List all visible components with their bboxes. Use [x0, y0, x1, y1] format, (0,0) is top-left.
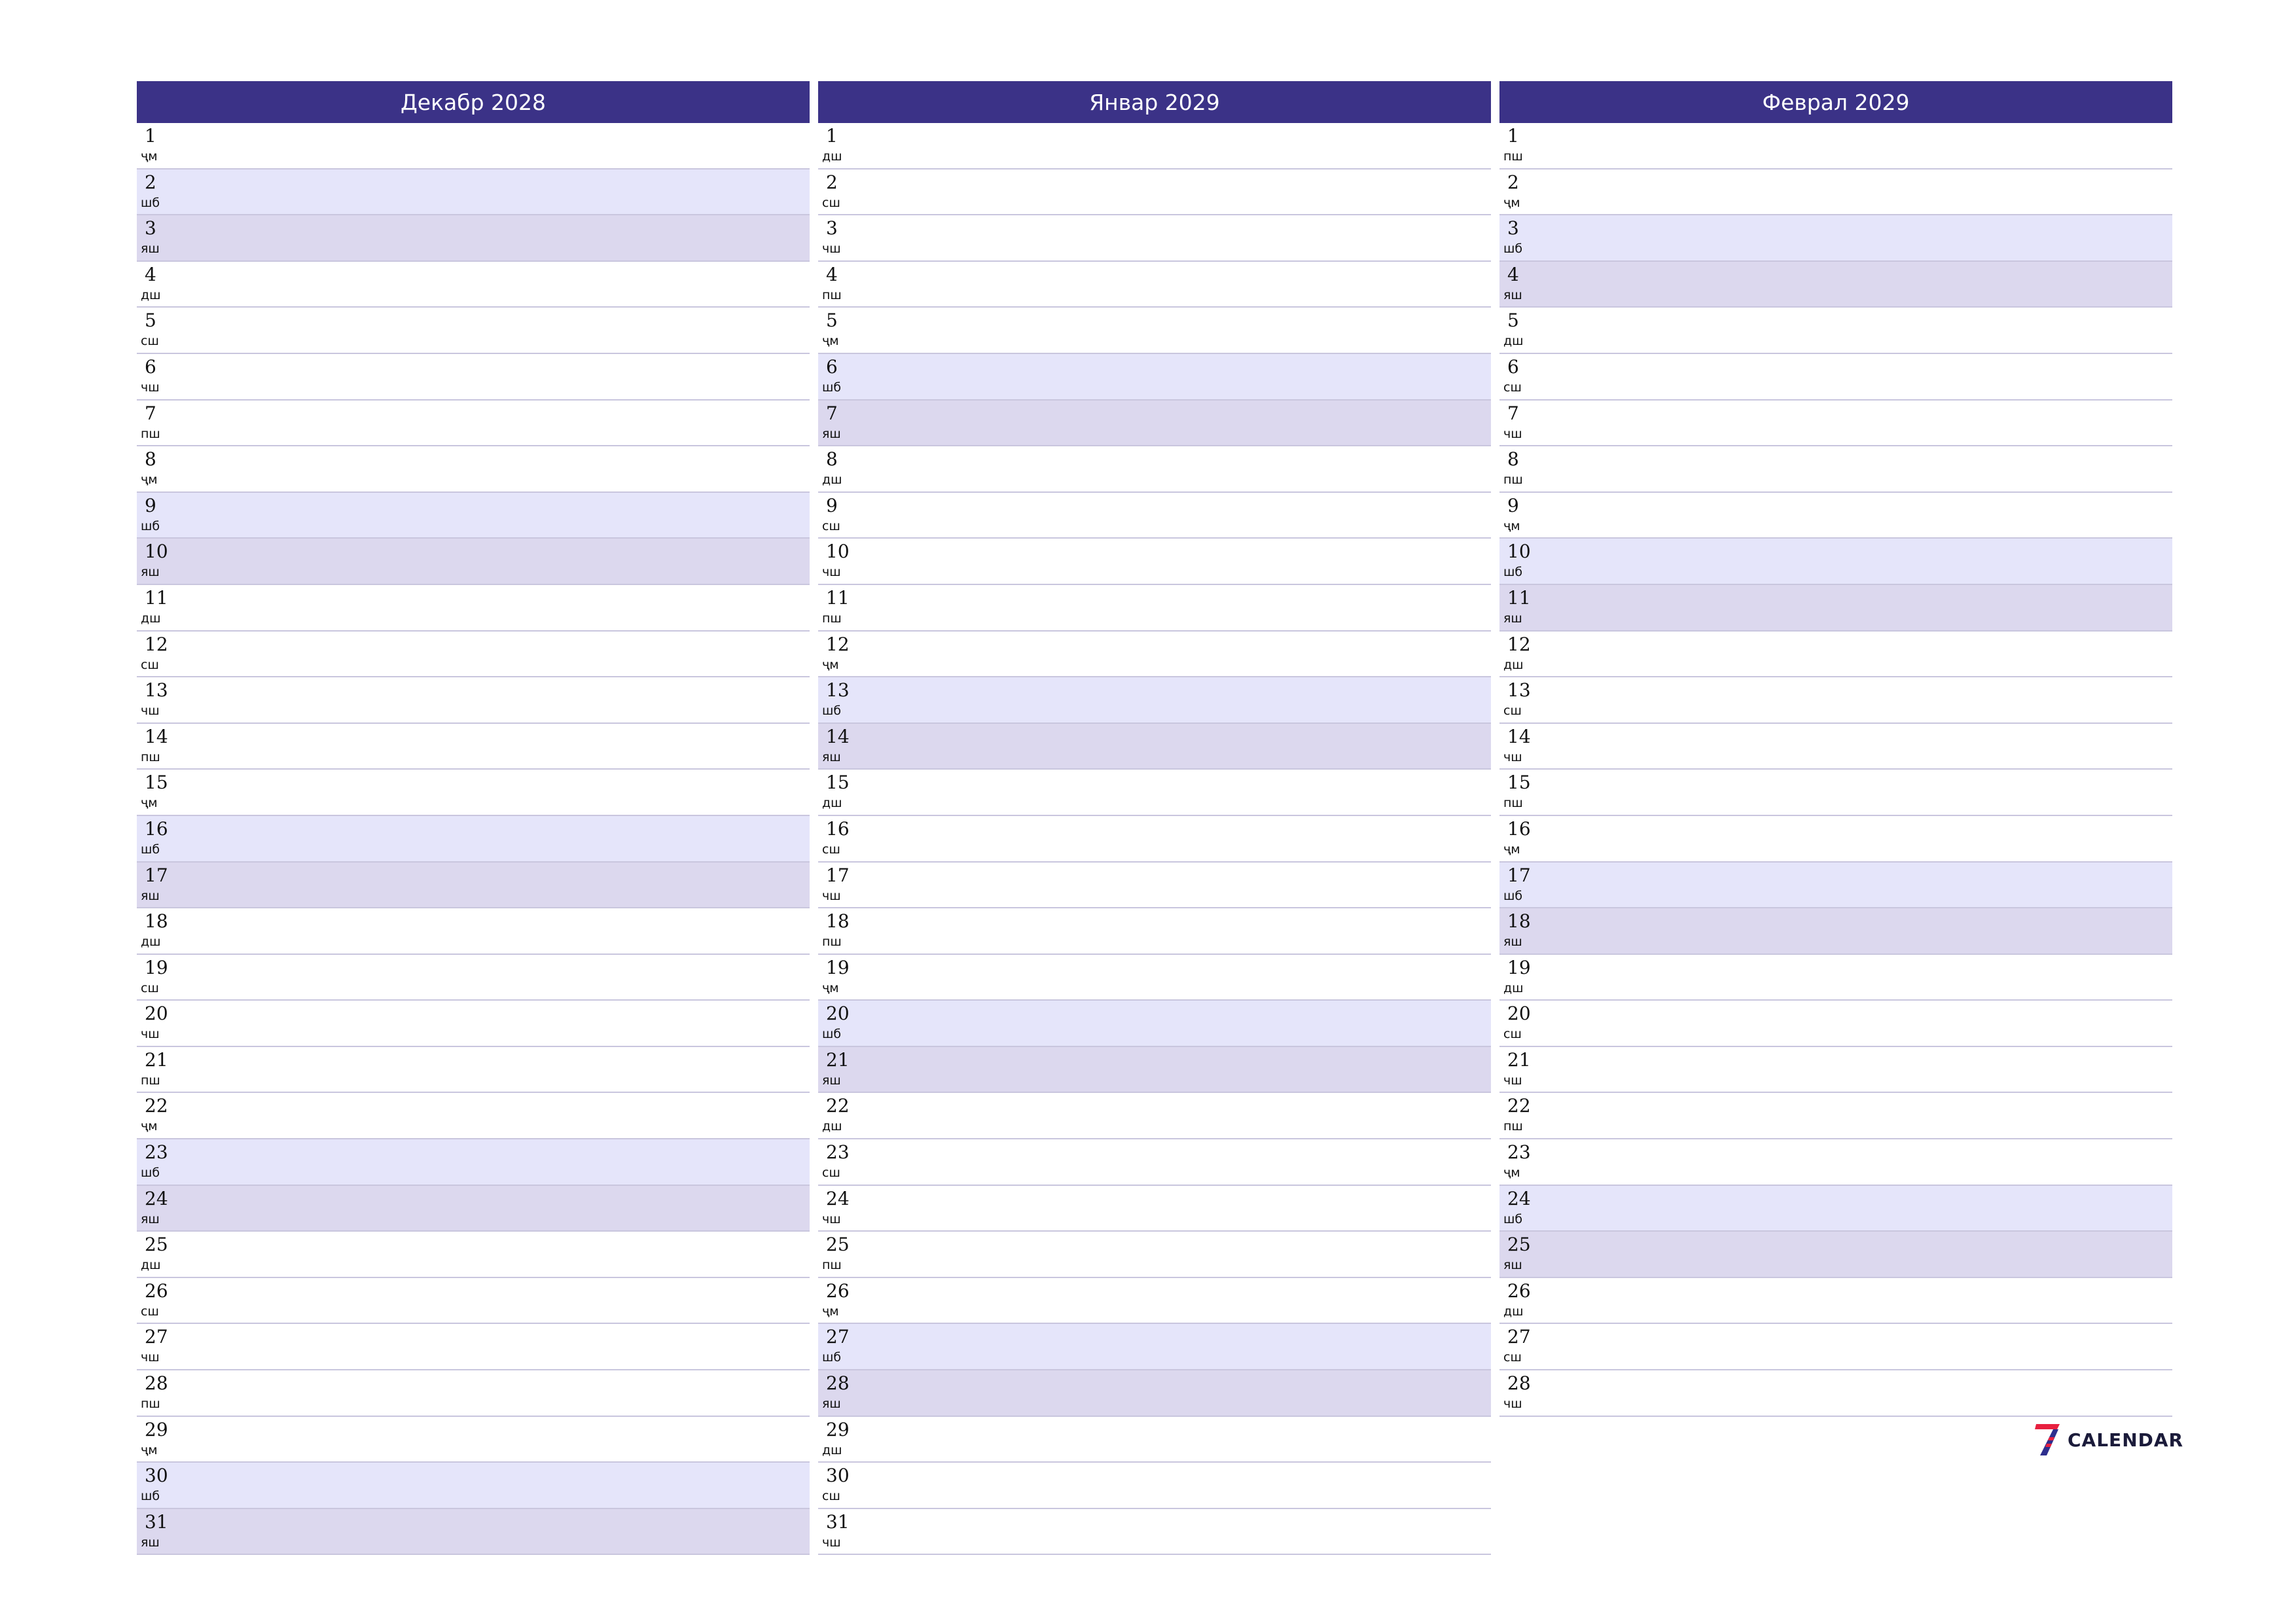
day-number: 23 — [1507, 1141, 1531, 1164]
weekday-abbr: шб — [141, 518, 160, 533]
day-row — [1499, 677, 2172, 724]
day-row — [818, 1324, 1491, 1370]
day-row — [137, 955, 810, 1001]
day-number: 19 — [145, 956, 168, 978]
day-row — [818, 816, 1491, 863]
day-number: 22 — [826, 1095, 850, 1117]
day-row — [137, 493, 810, 539]
weekday-abbr: ҷм — [141, 473, 158, 488]
day-row — [818, 169, 1491, 216]
day-number: 27 — [1507, 1326, 1531, 1348]
weekday-abbr: шб — [141, 195, 160, 210]
day-number: 1 — [145, 125, 156, 147]
weekday-abbr: дш — [822, 1119, 842, 1134]
day-number: 4 — [145, 263, 156, 285]
day-row — [818, 123, 1491, 169]
weekday-abbr: пш — [141, 749, 160, 764]
day-number: 7 — [826, 402, 838, 424]
day-number: 19 — [826, 956, 850, 978]
weekday-abbr: ҷм — [1503, 518, 1520, 533]
weekday-abbr: сш — [822, 518, 840, 533]
day-row — [1499, 308, 2172, 354]
weekday-abbr: чш — [1503, 749, 1522, 764]
day-number: 7 — [145, 402, 156, 424]
day-number: 2 — [145, 171, 156, 193]
day-row — [818, 1370, 1491, 1417]
day-row — [818, 770, 1491, 816]
day-row — [137, 724, 810, 770]
day-number: 6 — [145, 355, 156, 378]
day-row — [137, 1324, 810, 1370]
day-row — [137, 1417, 810, 1463]
day-row — [137, 308, 810, 354]
day-number: 2 — [826, 171, 838, 193]
day-row — [818, 401, 1491, 447]
day-number: 20 — [145, 1003, 168, 1025]
day-number: 22 — [145, 1095, 168, 1117]
day-row — [1499, 770, 2172, 816]
day-number: 13 — [145, 679, 168, 702]
day-number: 3 — [1507, 217, 1519, 240]
day-row — [818, 215, 1491, 262]
day-row — [818, 1047, 1491, 1094]
day-number: 9 — [826, 494, 838, 516]
day-number: 8 — [1507, 448, 1519, 471]
day-number: 12 — [826, 633, 850, 655]
day-number: 31 — [145, 1510, 168, 1533]
day-row — [818, 539, 1491, 585]
weekday-abbr: пш — [1503, 149, 1523, 164]
weekday-abbr: дш — [822, 1442, 842, 1457]
day-row — [818, 1001, 1491, 1047]
weekday-abbr: яш — [141, 888, 160, 903]
day-number: 23 — [145, 1141, 168, 1164]
day-number: 17 — [1507, 864, 1531, 886]
day-number: 10 — [1507, 541, 1531, 563]
day-number: 11 — [826, 586, 850, 609]
day-number: 28 — [826, 1372, 850, 1395]
day-number: 26 — [826, 1279, 850, 1302]
day-number: 5 — [1507, 310, 1519, 332]
day-row — [137, 1186, 810, 1232]
day-row — [1499, 632, 2172, 678]
weekday-abbr: чш — [1503, 426, 1522, 441]
weekday-abbr: пш — [1503, 1119, 1523, 1134]
weekday-abbr: яш — [141, 1535, 160, 1550]
weekday-abbr: ҷм — [822, 657, 839, 672]
day-list — [137, 123, 810, 1555]
day-row — [137, 169, 810, 216]
day-row — [137, 1139, 810, 1186]
day-row — [137, 863, 810, 909]
weekday-abbr: пш — [822, 287, 842, 302]
day-number: 21 — [145, 1048, 168, 1071]
weekday-abbr: сш — [1503, 704, 1522, 719]
weekday-abbr: пш — [141, 1073, 160, 1088]
weekday-abbr: яш — [822, 749, 841, 764]
day-number: 15 — [145, 772, 168, 794]
day-number: 8 — [145, 448, 156, 471]
calendar-logo — [2032, 1421, 2183, 1458]
day-row — [137, 123, 810, 169]
day-number: 14 — [1507, 725, 1531, 747]
day-number: 16 — [145, 817, 168, 840]
day-row — [818, 1139, 1491, 1186]
weekday-abbr: ҷм — [1503, 1166, 1520, 1181]
weekday-abbr: ҷм — [141, 796, 158, 811]
weekday-abbr: дш — [822, 473, 842, 488]
day-number: 23 — [826, 1141, 850, 1164]
day-number: 15 — [826, 772, 850, 794]
day-number: 16 — [1507, 817, 1531, 840]
day-row — [1499, 863, 2172, 909]
day-number: 18 — [145, 910, 168, 933]
weekday-abbr: шб — [822, 1350, 842, 1365]
day-row — [137, 632, 810, 678]
day-number: 21 — [1507, 1048, 1531, 1071]
day-row — [818, 308, 1491, 354]
day-number: 25 — [145, 1234, 168, 1256]
day-number: 27 — [145, 1326, 168, 1348]
day-row — [818, 955, 1491, 1001]
weekday-abbr: яш — [822, 426, 841, 441]
weekday-abbr: пш — [822, 1258, 842, 1273]
day-row — [1499, 1093, 2172, 1139]
day-row — [137, 770, 810, 816]
day-row — [1499, 1186, 2172, 1232]
weekday-abbr: ҷм — [141, 1119, 158, 1134]
day-row — [137, 1047, 810, 1094]
weekday-abbr: чш — [141, 380, 160, 395]
weekday-abbr: пш — [822, 935, 842, 950]
weekday-abbr: яш — [1503, 611, 1522, 626]
day-number: 29 — [826, 1418, 850, 1440]
weekday-abbr: чш — [1503, 1397, 1522, 1412]
weekday-abbr: шб — [1503, 565, 1523, 580]
day-number: 1 — [1507, 125, 1519, 147]
day-list — [1499, 123, 2172, 1417]
day-row — [818, 1093, 1491, 1139]
day-row — [818, 1509, 1491, 1556]
day-number: 11 — [145, 586, 168, 609]
weekday-abbr: пш — [141, 426, 160, 441]
day-number: 18 — [1507, 910, 1531, 933]
day-number: 20 — [826, 1003, 850, 1025]
day-number: 9 — [1507, 494, 1519, 516]
day-row — [1499, 401, 2172, 447]
weekday-abbr: сш — [141, 1304, 159, 1319]
weekday-abbr: дш — [1503, 980, 1524, 995]
day-row — [818, 677, 1491, 724]
weekday-abbr: чш — [141, 704, 160, 719]
day-number: 12 — [1507, 633, 1531, 655]
weekday-abbr: ҷм — [822, 334, 839, 349]
day-number: 4 — [1507, 263, 1519, 285]
day-row — [137, 354, 810, 401]
day-number: 4 — [826, 263, 838, 285]
weekday-abbr: дш — [822, 149, 842, 164]
day-number: 28 — [1507, 1372, 1531, 1395]
day-row — [1499, 908, 2172, 955]
day-number: 6 — [826, 355, 838, 378]
weekday-abbr: шб — [822, 1027, 842, 1042]
weekday-abbr: сш — [1503, 380, 1522, 395]
weekday-abbr: сш — [1503, 1350, 1522, 1365]
weekday-abbr: сш — [822, 842, 840, 857]
day-row — [1499, 1324, 2172, 1370]
weekday-abbr: чш — [822, 565, 841, 580]
weekday-abbr: дш — [141, 611, 161, 626]
day-row — [1499, 1278, 2172, 1325]
weekday-abbr: чш — [822, 888, 841, 903]
logo-text: CALENDAR — [2068, 1429, 2184, 1451]
day-number: 2 — [1507, 171, 1519, 193]
weekday-abbr: яш — [822, 1073, 841, 1088]
day-number: 30 — [145, 1465, 168, 1487]
day-row — [1499, 955, 2172, 1001]
day-row — [818, 354, 1491, 401]
day-row — [818, 1232, 1491, 1278]
seven-logo-icon — [2032, 1421, 2061, 1458]
day-row — [818, 908, 1491, 955]
weekday-abbr: ҷм — [1503, 195, 1520, 210]
day-row — [1499, 539, 2172, 585]
day-number: 24 — [1507, 1187, 1531, 1209]
weekday-abbr: ҷм — [141, 1442, 158, 1457]
day-number: 17 — [826, 864, 850, 886]
weekday-abbr: яш — [141, 565, 160, 580]
weekday-abbr: дш — [822, 796, 842, 811]
weekday-abbr: шб — [141, 1166, 160, 1181]
day-row — [1499, 493, 2172, 539]
day-number: 26 — [1507, 1279, 1531, 1302]
weekday-abbr: шб — [1503, 1211, 1523, 1226]
day-row — [818, 1278, 1491, 1325]
day-row — [818, 632, 1491, 678]
day-number: 6 — [1507, 355, 1519, 378]
weekday-abbr: ҷм — [1503, 842, 1520, 857]
weekday-abbr: сш — [141, 980, 159, 995]
day-list — [818, 123, 1491, 1555]
day-row — [1499, 1047, 2172, 1094]
day-number: 18 — [826, 910, 850, 933]
weekday-abbr: сш — [1503, 1027, 1522, 1042]
weekday-abbr: дш — [1503, 1304, 1524, 1319]
weekday-abbr: чш — [822, 1211, 841, 1226]
weekday-abbr: дш — [141, 935, 161, 950]
day-number: 24 — [145, 1187, 168, 1209]
weekday-abbr: чш — [822, 241, 841, 257]
weekday-abbr: яш — [822, 1397, 841, 1412]
day-number: 25 — [1507, 1234, 1531, 1256]
day-row — [1499, 585, 2172, 632]
day-number: 28 — [145, 1372, 168, 1395]
weekday-abbr: яш — [141, 1211, 160, 1226]
day-number: 8 — [826, 448, 838, 471]
day-row — [1499, 724, 2172, 770]
day-row — [818, 585, 1491, 632]
day-row — [137, 446, 810, 493]
weekday-abbr: ҷм — [822, 1304, 839, 1319]
weekday-abbr: пш — [1503, 473, 1523, 488]
day-row — [1499, 1370, 2172, 1417]
day-row — [137, 1232, 810, 1278]
day-row — [1499, 816, 2172, 863]
weekday-abbr: шб — [822, 704, 842, 719]
day-number: 1 — [826, 125, 838, 147]
weekday-abbr: ҷм — [141, 149, 158, 164]
day-row — [137, 816, 810, 863]
day-row — [137, 1278, 810, 1325]
month-title: Декабр 2028 — [137, 81, 810, 123]
day-row — [137, 401, 810, 447]
day-number: 20 — [1507, 1003, 1531, 1025]
weekday-abbr: сш — [822, 195, 840, 210]
weekday-abbr: чш — [1503, 1073, 1522, 1088]
month-title: Январ 2029 — [818, 81, 1491, 123]
weekday-abbr: дш — [141, 287, 161, 302]
day-number: 16 — [826, 817, 850, 840]
weekday-abbr: чш — [822, 1535, 841, 1550]
day-number: 26 — [145, 1279, 168, 1302]
day-number: 9 — [145, 494, 156, 516]
day-number: 12 — [145, 633, 168, 655]
day-number: 24 — [826, 1187, 850, 1209]
weekday-abbr: дш — [1503, 334, 1524, 349]
day-number: 15 — [1507, 772, 1531, 794]
day-number: 5 — [826, 310, 838, 332]
day-row — [818, 262, 1491, 308]
day-number: 11 — [1507, 586, 1531, 609]
day-row — [137, 1509, 810, 1556]
day-number: 25 — [826, 1234, 850, 1256]
day-row — [137, 1093, 810, 1139]
day-number: 5 — [145, 310, 156, 332]
day-number: 13 — [1507, 679, 1531, 702]
day-row — [818, 724, 1491, 770]
day-row — [818, 1186, 1491, 1232]
day-row — [137, 1370, 810, 1417]
weekday-abbr: сш — [822, 1489, 840, 1504]
weekday-abbr: пш — [1503, 796, 1523, 811]
day-number: 21 — [826, 1048, 850, 1071]
weekday-abbr: шб — [1503, 888, 1523, 903]
day-number: 10 — [145, 541, 168, 563]
day-number: 22 — [1507, 1095, 1531, 1117]
weekday-abbr: чш — [141, 1350, 160, 1365]
day-row — [137, 262, 810, 308]
weekday-abbr: яш — [141, 241, 160, 257]
weekday-abbr: пш — [822, 611, 842, 626]
day-number: 14 — [145, 725, 168, 747]
day-row — [1499, 1139, 2172, 1186]
weekday-abbr: ҷм — [822, 980, 839, 995]
day-row — [137, 539, 810, 585]
day-number: 3 — [826, 217, 838, 240]
month-title: Феврал 2029 — [1499, 81, 2172, 123]
day-row — [1499, 123, 2172, 169]
day-number: 31 — [826, 1510, 850, 1533]
weekday-abbr: сш — [141, 334, 159, 349]
weekday-abbr: яш — [1503, 287, 1522, 302]
weekday-abbr: шб — [141, 1489, 160, 1504]
day-number: 30 — [826, 1465, 850, 1487]
day-row — [137, 215, 810, 262]
day-row — [137, 585, 810, 632]
day-number: 14 — [826, 725, 850, 747]
weekday-abbr: дш — [141, 1258, 161, 1273]
weekday-abbr: шб — [141, 842, 160, 857]
day-number: 19 — [1507, 956, 1531, 978]
day-row — [1499, 262, 2172, 308]
day-row — [1499, 215, 2172, 262]
day-row — [818, 493, 1491, 539]
day-row — [1499, 446, 2172, 493]
weekday-abbr: чш — [141, 1027, 160, 1042]
day-number: 27 — [826, 1326, 850, 1348]
day-row — [818, 1417, 1491, 1463]
day-row — [1499, 354, 2172, 401]
day-number: 13 — [826, 679, 850, 702]
month-january-2029 — [818, 81, 1491, 1555]
day-number: 17 — [145, 864, 168, 886]
weekday-abbr: шб — [1503, 241, 1523, 257]
day-row — [137, 1463, 810, 1509]
day-row — [818, 446, 1491, 493]
weekday-abbr: пш — [141, 1397, 160, 1412]
day-row — [818, 1463, 1491, 1509]
weekday-abbr: яш — [1503, 935, 1522, 950]
day-row — [1499, 1232, 2172, 1278]
weekday-abbr: сш — [141, 657, 159, 672]
day-number: 3 — [145, 217, 156, 240]
weekday-abbr: яш — [1503, 1258, 1522, 1273]
day-row — [1499, 169, 2172, 216]
day-row — [137, 908, 810, 955]
day-row — [137, 1001, 810, 1047]
weekday-abbr: сш — [822, 1166, 840, 1181]
month-february-2029 — [1499, 81, 2172, 1417]
day-number: 10 — [826, 541, 850, 563]
day-number: 29 — [145, 1418, 168, 1440]
month-december-2028 — [137, 81, 810, 1555]
weekday-abbr: дш — [1503, 657, 1524, 672]
weekday-abbr: шб — [822, 380, 842, 395]
day-row — [818, 863, 1491, 909]
day-row — [137, 677, 810, 724]
day-number: 7 — [1507, 402, 1519, 424]
day-row — [1499, 1001, 2172, 1047]
